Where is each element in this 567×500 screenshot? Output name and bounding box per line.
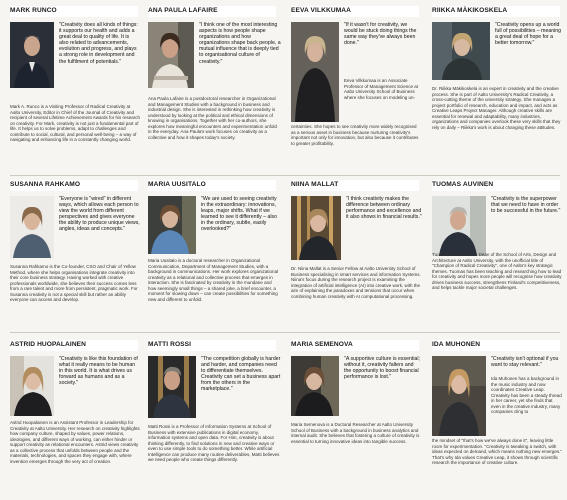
profile-bio: Maria Uusitalo is a doctoral researcher in Organizational Communication, Department of Management Studies, with a background in communications. Her work explores organizational creativity as a relational and collective process that emerges in interaction. She is fascinated by creativity in the mundane and how seemingly small things – a shared joke, a brief encounter, a moment for slowing down – can create possibilities for something new and different to unfold.	[148, 258, 279, 302]
profile-name: ASTRID HUOPALAINEN	[10, 341, 87, 348]
profile-quote: "A supportive culture is essential; without it, creativity falters and the opportunity to boost financial performance is lost."	[344, 356, 420, 381]
profile-name: MARIA UUSITALO	[148, 181, 206, 188]
profile-name: SUSANNA RAHKAMO	[10, 181, 81, 188]
profile-bio: Dr. Niina Mallat is a Senior Fellow at Aalto University School of Business specialising in smart services and information Systems. Niina's focus during the research project is examining the integration of artificial intelligence (AI) into creative work, with the aim of explaining the paradoxes and tensions that occur when combining human creativity with AI computational processing.	[291, 266, 421, 299]
profile-quote: "Creativity is like this foundation of what it really means to be human in this world. It is what drives us forward as humans and as a society."	[59, 356, 138, 387]
portrait-photo	[148, 196, 196, 254]
profile-quote: "Creativity isn't optional if you want to stay relevant."	[491, 356, 559, 369]
profile-bio: Ana Paula Lafaire is a postdoctoral researcher in Organizational and Management Studies with a background in business and industrial design. She is interested in rethinking how creativity is understood by looking at the political and ethical dimensions of knowing in organisations. Together with her co-authors, she explores how meaningful encounters and experimentation unfold in the everyday. Ana Paula's work focuses on creativity as a collective and how it shapes today's society.	[148, 96, 277, 140]
portrait-photo	[432, 22, 490, 80]
profile-name: IDA MUHONEN	[432, 341, 481, 348]
row-divider	[10, 175, 560, 176]
profile-quote: "I think one of the most interesting aspects is how people shape organizations and how organizations shape back people, a mutual influence that is deeply tied to organisational culture of creativity."	[199, 22, 281, 65]
profile-quote: "Creativity does all kinds of things: it supports our health and adds a great deal to quality of life. It is also related to advancements, evolution and progress, and plays a strong role in development and the fulfilment of potentials."	[59, 22, 138, 65]
profile-quote: "Creativity opens up a world full of possibilities – meaning a great deal of hope for a better tomorrow."	[495, 22, 562, 47]
profile-name: NIINA MALLAT	[291, 181, 339, 188]
profile-name: MARIA SEMENOVA	[291, 341, 353, 348]
profile-bio-continued: certainties. She hopes to see creativity more widely recognised as a serious asset in business because nurturing creativity's important not only for innovation, but also because it contributes to greater profitability.	[291, 124, 419, 146]
row-divider	[10, 332, 560, 333]
profile-name: TUOMAS AUVINEN	[432, 181, 494, 188]
profile-name: EEVA VILKKUMAA	[291, 7, 352, 14]
portrait-photo	[432, 196, 486, 256]
profile-quote: "Creativity is the superpower that we need to have in order to be successful in the future."	[491, 196, 561, 215]
profile-bio: Maria Semenova is a Doctoral Researcher at Aalto University School of Business with a background in business analytics and internal audit. She believes that fostering a culture of creativity is essential to turning innovative ideas into tangible success.	[291, 422, 420, 444]
profile-quote: "I think creativity makes the difference between ordinary performance and excellence and it also shows in financial results."	[346, 196, 422, 221]
portrait-photo	[10, 356, 54, 416]
portrait-photo	[10, 22, 54, 88]
profile-quote: "We are used to seeing creativity in the extraordinary: innovations, leaps, major shifts. What if we learned to see it differently – also in the ordinary, subtle, easily overlooked?"	[201, 196, 278, 233]
profile-bio-continued: the mindset of "that's how we've always done it", leaving little room for experimentation. "Creativity is tweaking a switch, with ideas expected on demand, which means nothing new emerges." That's why Ida values Creative Leap, it shows through scientific research the importance of creative culture.	[432, 438, 562, 466]
profile-bio: Eeva Vilkkumaa is an Associate Professor of Management Science at Aalto University School of Business where she focuses on modeling un-	[344, 78, 419, 100]
profile-name: RIIKKA MÄKIKOSKELA	[432, 7, 508, 14]
profile-bio: Tuomas Auvinen is the Dean of the School of Arts, Design and Architecture at Aalto University, with the unofficial title of "Champion of Radical Creativity", one of Aalto's key strategic themes. Tuomas has been teaching and researching how to lead for creativity and hopes more people will recognise how creativity drives business success, strengthens Finland's competitiveness, and helps tackle major societal challenges.	[432, 252, 562, 291]
portrait-photo	[291, 356, 339, 416]
profile-bio: Mark A. Runco is a Visiting Professor of Radical Creativity at Aalto University, Editor in Chief of the Journal of Creativity and recipient of several Lifetime Achievement Awards for his research on creativity. For Mark, creativity is not just a fundamental part of life. It helps us to solve problems, adapt to challenges and contribute to social, cultural, and personal well-being – a way of navigating and enhancing life in a constantly changing world.	[10, 104, 140, 143]
profile-name: MARK RUNCO	[10, 7, 57, 14]
profile-bio: Astrid Huopalainen is an Assistant Professor in Leadership for Creativity at Aalto University. Her research on creativity highlights how company culture, shaped by values, power relations, ideologies, and different ways of working, can either hinder or support creativity as relational encounters. Astrid views creativity as a collective process that unfolds between people and the materials, technologies, and spaces they engage with, where invention emerges through the very act of creation.	[10, 420, 140, 464]
profile-bio: Matti Rossi is a Professor of Information Systems at School of Business with extensive publications in digital economy, information systems and open data. For Him, creativity is about thinking differently, to find solutions in new and creative ways or even to use simple tools to do something better. While artificial Intelligence can produce many routine deliverables, Matti believes we need people who create things differently.	[148, 424, 280, 463]
portrait-photo	[291, 22, 339, 122]
profile-bio: Susanna Rahkamo is the Co-founder, CSO and Chair of Yellow Method, where she helps organisations integrate creativity into their core business strategy. Having worked with creative professionals worldwide, she believes their success comes less from a rare talent and more from persistent, pragmatic work. For Susanna creativity is not a special skill but rather an ability everyone can access and develop.	[10, 264, 138, 303]
profile-quote: "Everyone is "wired" in different ways, which allows each person to view the world from different perspectives and gives everyone the ability to produce unique views, angles, ideas and concepts."	[59, 196, 140, 233]
profile-quote: "If it wasn't for creativity, we would be stuck doing things the same way they've always been done."	[344, 22, 417, 47]
portrait-photo	[432, 356, 486, 436]
portrait-photo	[148, 356, 196, 418]
profile-name: ANA PAULA LAFAIRE	[148, 7, 218, 14]
portrait-photo	[10, 196, 54, 258]
profile-bio: Dr. Riikka Mäkikoskela is an expert in creativity and the creative process. She is part of Aalto University's Radical Creativity, a cross-cutting theme of the university strategy. She manages a project portfolio of research, education and impact, and acts as Creative Leaps Project Manager. Although creative skills are essential for renewal and adaptability, many industries, organizations and companies overlook these very skills that they rely on daily – Riikka's work is about changing these attitudes.	[432, 86, 561, 130]
profile-name: MATTI ROSSI	[148, 341, 192, 348]
profile-bio: Ida Muhonen has a background in the music industry and now coordinates Creative Leap. Creativity has been a steady thread in her career, yet she finds that even in the creative industry, many companies cling to	[491, 376, 562, 415]
portrait-photo	[291, 196, 341, 260]
portrait-photo	[148, 22, 194, 88]
profile-quote: "The competition globally is harder and harder, and companies need to differentiate themselves. Creativity can set a business apart from the others in the marketplace."	[201, 356, 281, 393]
